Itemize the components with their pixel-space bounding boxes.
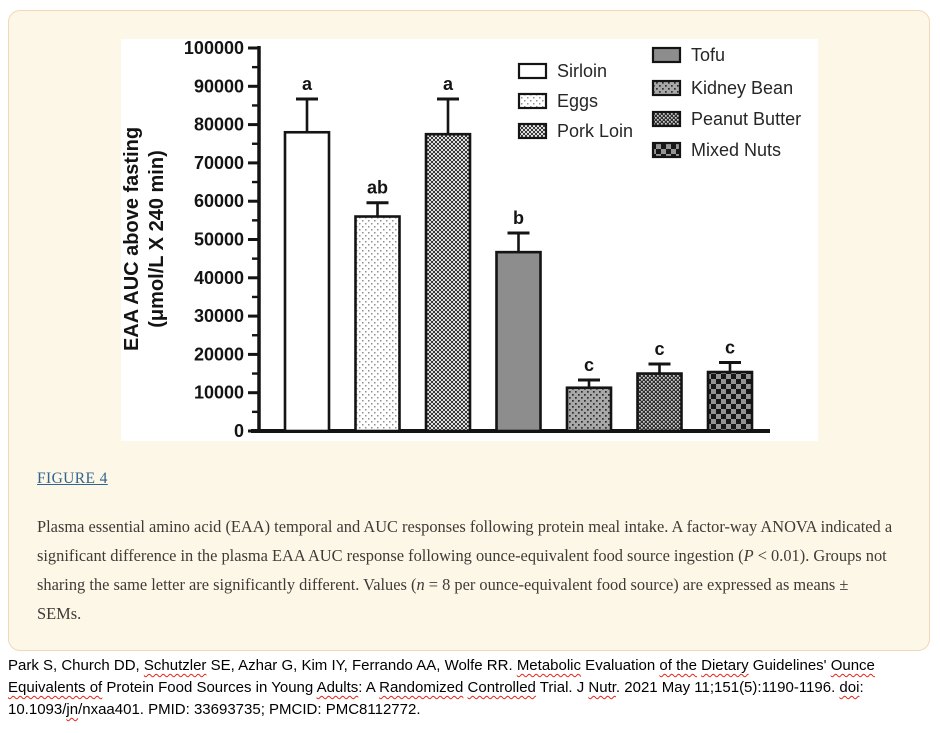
- text-segment: Adults: [316, 679, 359, 696]
- text-segment: Randomized: [379, 679, 464, 696]
- svg-text:10000: 10000: [193, 382, 244, 403]
- text-segment: SE, Azhar G, Kim IY, Ferrando AA, Wolfe RR.: [206, 657, 517, 674]
- bar-sirloin: [285, 74, 329, 431]
- text-segment: Plasma essential amino acid (EAA) temporal and AUC responses following protein meal intake. A factor-way ANOVA indicated a significant difference in the plasma EAA AUC response following ounce-equivalent food source ingestion (: [37, 517, 893, 565]
- legend-item-sirloin: [519, 61, 607, 81]
- text-segment: Dietary: [701, 657, 749, 674]
- bar-pork-loin: [426, 74, 470, 431]
- text-segment: Schutzler: [143, 657, 207, 674]
- text-segment: = 8 per ounce-equivalent food source) are expressed as means ± SEMs.: [37, 575, 849, 623]
- svg-text:Kidney Bean: Kidney Bean: [691, 78, 794, 98]
- svg-text:Peanut Butter: Peanut Butter: [691, 109, 802, 129]
- svg-text:100000: 100000: [183, 39, 244, 58]
- text-segment: Protein Food Sources in Young: [102, 679, 317, 696]
- eaa-auc-bar-chart: [121, 39, 818, 441]
- svg-text:ab: ab: [366, 177, 389, 198]
- text-segment: P: [743, 546, 754, 565]
- legend-item-tofu: [653, 45, 725, 65]
- bar-peanut-butter: [638, 339, 682, 431]
- text-segment: of the: [659, 657, 697, 674]
- legend-item-kidney-bean: [653, 78, 793, 98]
- svg-text:20000: 20000: [193, 344, 244, 365]
- text-segment: n: [416, 575, 425, 594]
- text-segment: . 2021 May 11;151(5):1190-1196.: [615, 679, 840, 696]
- svg-text:Sirloin: Sirloin: [557, 61, 608, 81]
- text-segment: Evaluation: [581, 657, 660, 674]
- text-segment: Park S, Church DD,: [8, 657, 144, 674]
- legend-item-mixed-nuts: [653, 140, 781, 160]
- svg-text:70000: 70000: [193, 152, 244, 173]
- text-segment: Controlled: [467, 679, 536, 696]
- text-segment: Guidelines': [748, 657, 831, 674]
- svg-text:Mixed Nuts: Mixed Nuts: [691, 140, 782, 160]
- svg-text:a: a: [301, 73, 313, 94]
- text-segment: jn: [66, 701, 79, 718]
- svg-text:0: 0: [233, 421, 244, 441]
- text-segment: /nxaa401. PMID: 33693735; PMCID: PMC8112772.: [78, 701, 421, 718]
- svg-text:Eggs: Eggs: [557, 91, 599, 111]
- text-segment: : A: [358, 679, 380, 696]
- svg-text:60000: 60000: [193, 191, 244, 212]
- legend-item-peanut-butter: [653, 109, 801, 129]
- figure-link[interactable]: FIGURE 4: [37, 470, 108, 487]
- svg-text:Pork Loin: Pork Loin: [557, 121, 634, 141]
- text-segment: < 0.01). Groups not sharing the same letter are significantly different. Values (: [37, 546, 887, 594]
- text-segment: Trial. J: [535, 679, 589, 696]
- bar-tofu: [497, 208, 541, 431]
- legend-item-pork-loin: [519, 121, 633, 141]
- text-segment: : 10.1093/: [8, 679, 864, 718]
- y-axis-label-line2: (μmol/L X 240 min): [146, 150, 168, 328]
- svg-text:c: c: [583, 355, 595, 376]
- bar-mixed-nuts: [708, 337, 752, 431]
- svg-text:80000: 80000: [193, 114, 244, 135]
- svg-text:c: c: [654, 338, 665, 359]
- bar-kidney-bean: [567, 355, 611, 431]
- svg-text:Tofu: Tofu: [691, 45, 726, 65]
- figure-image: [121, 39, 818, 441]
- text-segment: doi: [839, 679, 860, 696]
- svg-text:b: b: [513, 207, 524, 228]
- bar-eggs: [356, 178, 400, 431]
- svg-text:c: c: [724, 337, 736, 358]
- legend-item-eggs: [519, 91, 598, 111]
- figure-caption: [37, 512, 893, 628]
- text-segment: Equivalents of: [8, 679, 103, 696]
- text-segment: Nutr: [588, 679, 616, 696]
- svg-text:40000: 40000: [193, 267, 244, 288]
- citation-text: [8, 655, 894, 721]
- svg-text:a: a: [442, 73, 454, 94]
- text-segment: Ounce: [830, 657, 875, 674]
- svg-text:90000: 90000: [193, 76, 244, 97]
- svg-text:50000: 50000: [193, 229, 244, 250]
- y-axis-label-line1: EAA AUC above fasting: [121, 126, 143, 352]
- text-segment: Metabolic: [516, 657, 582, 674]
- svg-text:30000: 30000: [193, 306, 244, 327]
- figure-panel: [8, 10, 930, 651]
